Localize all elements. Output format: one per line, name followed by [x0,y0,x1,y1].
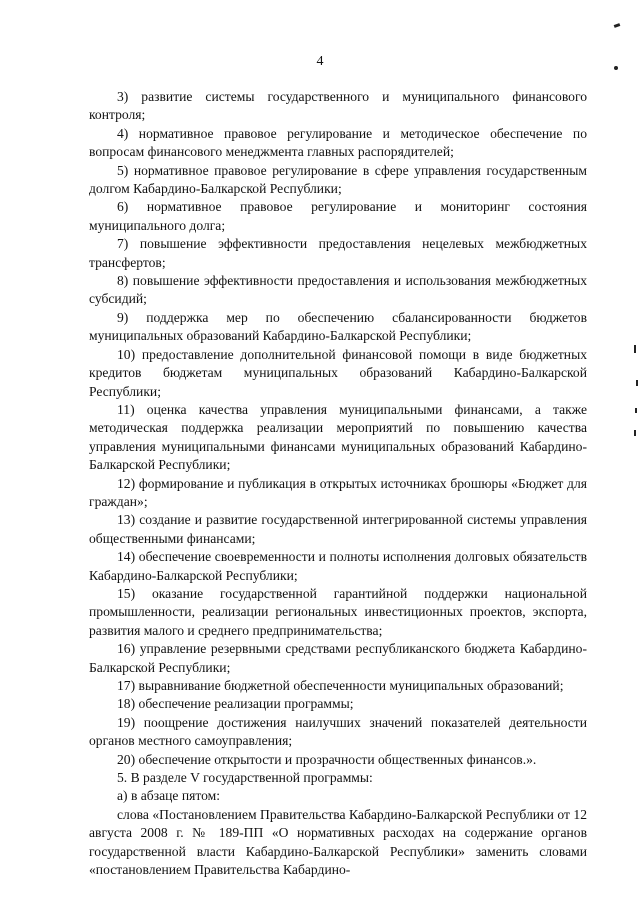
paragraph-item-9: 9) поддержка мер по обеспечению сбалансированности бюджетов муниципальных образований Кабардино-Балкарской Республики; [89,309,587,344]
paragraph-item-18: 18) обеспечение реализации программы; [117,696,354,712]
paragraph-item-15: 15) оказание государственной гарантийной поддержки национальной промышленности, реализации региональных инвестиционных проектов, экспорта, развития малого и среднего предпринимательства; [89,585,587,638]
paragraph-item-7: 7) повышение эффективности предоставления нецелевых межбюджетных трансфертов; [89,236,587,270]
paragraph-item-5: 5) нормативное правовое регулирование в сфере управления государственным долгом Кабардино-Балкарской Республики; [89,162,587,197]
page-number: 4 [316,54,324,69]
section-5-heading: 5. В разделе V государственной программы: [117,770,373,786]
scan-mark [614,66,618,70]
paragraph-item-17: 17) выравнивание бюджетной обеспеченности муниципальных образований; [117,678,564,693]
scan-mark [635,408,637,413]
paragraph-item-20: 20) обеспечение открытости и прозрачности общественных финансов.». [117,751,537,767]
paragraph-item-16: 16) управление резервными средствами республиканского бюджета Кабардино-Балкарской Республики; [89,641,587,675]
scan-mark [614,23,621,28]
paragraph-item-11: 11) оценка качества управления муниципальными финансами, а также методическая поддержка реализации мероприятий по повышению качества управления муниципальными финансами муниципальных образований Кабардино-Балкарской Республики; [89,401,587,473]
paragraph-item-3: 3) развитие системы государственного и муниципального финансового контроля; [89,89,587,123]
subitem-a: а) в абзаце пятом: [117,788,221,804]
scan-mark [634,430,636,436]
scan-mark [634,345,636,353]
paragraph-item-12: 12) формирование и публикация в открытых источниках брошюры «Бюджет для граждан»; [89,475,587,509]
document-body [89,88,587,879]
paragraph-item-14: 14) обеспечение своевременности и полноты исполнения долговых обязательств Кабардино-Балкарской Республики; [89,549,587,583]
paragraph-item-10: 10) предоставление дополнительной финансовой помощи в виде бюджетных кредитов бюджетам муниципальных образований Кабардино-Балкарской Республики; [89,346,587,399]
paragraph-item-19: 19) поощрение достижения наилучших значений показателей деятельности органов местного самоуправления; [89,714,587,749]
amendment-text: слова «Постановлением Правительства Кабардино-Балкарской Республики от 12 августа 2008 г. № 189-ПП «О нормативных расходах на содержание органов государственной власти Кабардино-Балкарской Республики» заменить словами «постановлением Правительства Кабардино- [89,806,587,878]
paragraph-item-8: 8) повышение эффективности предоставления и использования межбюджетных субсидий; [89,273,587,307]
scan-mark [636,380,638,386]
paragraph-item-4: 4) нормативное правовое регулирование и методическое обеспечение по вопросам финансового менеджмента главных распорядителей; [89,125,587,160]
paragraph-item-6: 6) нормативное правовое регулирование и мониторинг состояния муниципального долга; [89,199,587,233]
paragraph-item-13: 13) создание и развитие государственной интегрированной системы управления общественными финансами; [89,512,587,546]
